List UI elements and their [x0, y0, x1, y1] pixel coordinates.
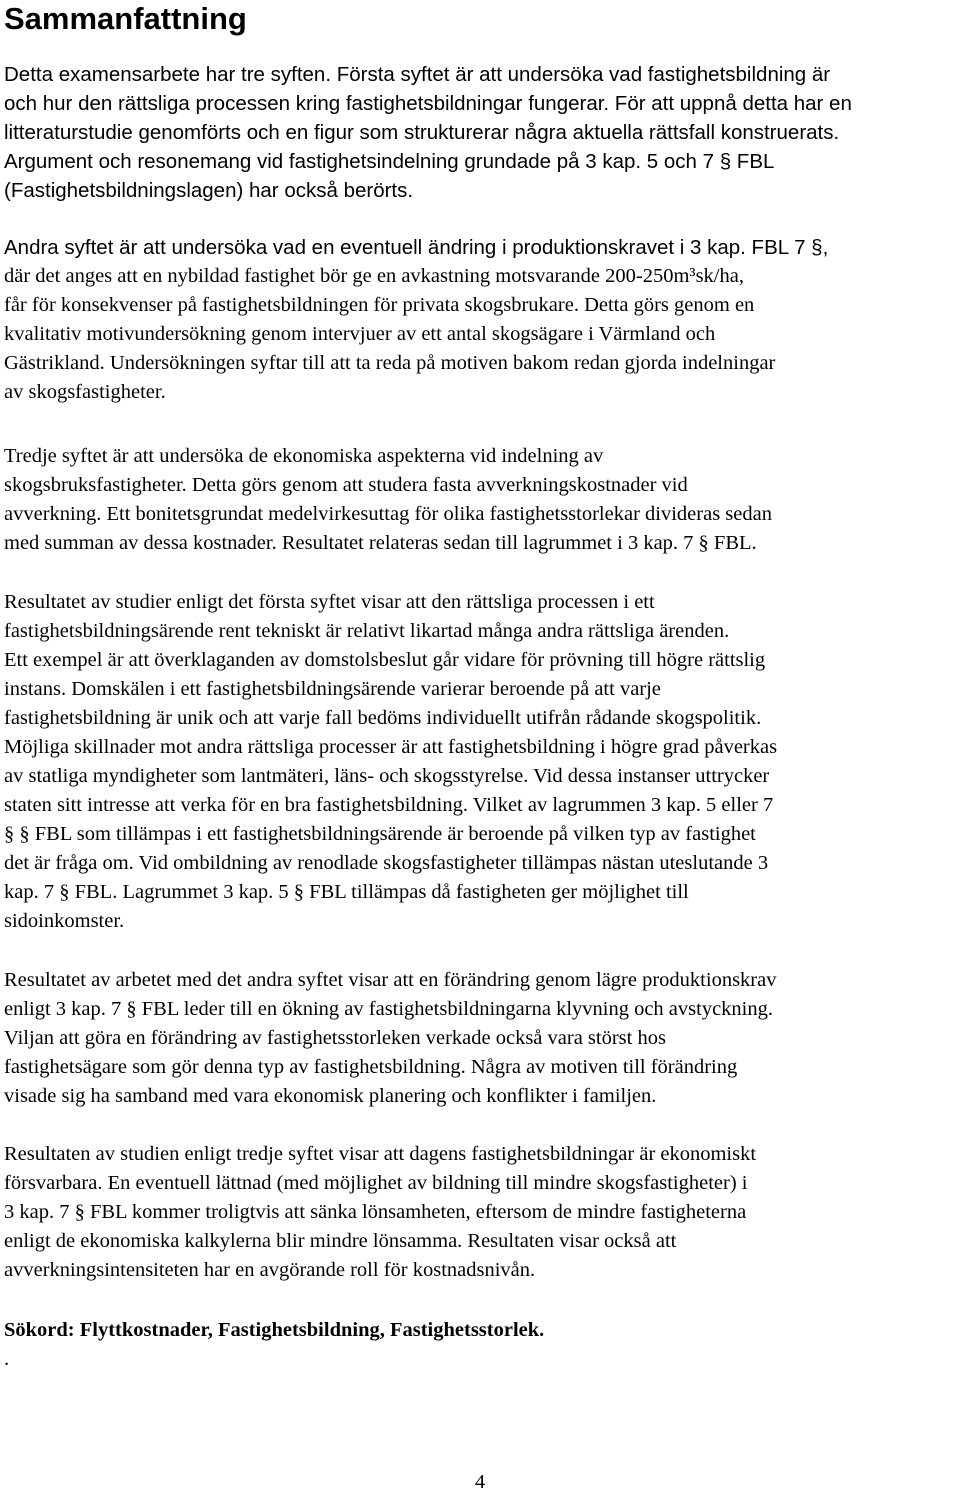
text-line: litteraturstudie genomförts och en figur som strukturerar några aktuella rättsfall konstruerats. — [4, 121, 840, 144]
text-line: Resultaten av studien enligt tredje syftet visar att dagens fastighetsbildningar är ekonomiskt — [4, 1143, 757, 1165]
text-line: kvalitativ motivundersökning genom intervjuer av ett antal skogsägare i Värmland och — [4, 323, 716, 345]
text-line: (Fastighetsbildningslagen) har också berörts. — [4, 179, 414, 202]
text-line: sidoinkomster. — [4, 910, 125, 932]
text-line: och hur den rättsliga processen kring fastighetsbildningar fungerar. För att uppnå detta har en — [4, 92, 852, 115]
text-line: det är fråga om. Vid ombildning av renodlade skogsfastigheter tillämpas nästan uteslutande 3 — [4, 852, 769, 874]
text-line: av statliga myndigheter som lantmäteri, läns- och skogsstyrelse. Vid dessa instanser uttrycker — [4, 765, 770, 787]
text-line: Argument och resonemang vid fastighetsindelning grundade på 3 kap. 5 och 7 § FBL — [4, 150, 775, 173]
text-line: Resultatet av studier enligt det första syftet visar att den rättsliga processen i ett — [4, 591, 655, 613]
text-line: § § FBL som tillämpas i ett fastighetsbildningsärende är beroende på vilken typ av fastighet — [4, 823, 756, 845]
text-line: Andra syftet är att undersöka vad en eventuell ändring i produktionskravet i 3 kap. FBL 7 §, — [4, 236, 829, 259]
paragraph-third-results — [4, 1140, 958, 1285]
text-line: Tredje syftet är att undersöka de ekonomiska aspekterna vid indelning av — [4, 445, 604, 467]
text-line: enligt 3 kap. 7 § FBL leder till en ökning av fastighetsbildningarna klyvning och avstyckning. — [4, 998, 774, 1020]
text-line: fastighetsbildningsärende rent tekniskt är relativt likartad många andra rättsliga ärenden. — [4, 620, 730, 642]
text-line: enligt de ekonomiska kalkylerna blir mindre lönsamma. Resultaten visar också att — [4, 1230, 677, 1252]
text-line: staten sitt intresse att verka för en bra fastighetsbildning. Vilket av lagrummen 3 kap. 5 eller 7 — [4, 794, 774, 816]
text-line: där det anges att en nybildad fastighet bör ge en avkastning motsvarande 200-250m³sk/ha, — [4, 265, 744, 287]
keywords-line: Sökord: Flyttkostnader, Fastighetsbildning, Fastighetsstorlek. — [4, 1319, 545, 1341]
paragraph-purposes-intro — [4, 60, 958, 205]
text-line: fastighetsbildning är unik och att varje fall bedöms individuellt utifrån rådande skogspolitik. — [4, 707, 762, 729]
text-line: instans. Domskälen i ett fastighetsbildningsärende varierar beroende på att varje — [4, 678, 661, 700]
text-line: Gästrikland. Undersökningen syftar till att ta reda på motiven bakom redan gjorda indelningar — [4, 352, 776, 374]
text-line: kap. 7 § FBL. Lagrummet 3 kap. 5 § FBL tillämpas då fastigheten ger möjlighet till — [4, 881, 689, 903]
text-line: Resultatet av arbetet med det andra syftet visar att en förändring genom lägre produktionskrav — [4, 969, 777, 991]
paragraph-third-purpose — [4, 442, 958, 558]
text-line: avverkningsintensiteten har en avgörande roll för kostnadsnivån. — [4, 1259, 536, 1281]
text-line: visade sig ha samband med vara ekonomisk planering och konflikter i familjen. — [4, 1085, 657, 1107]
text-line: försvarbara. En eventuell lättnad (med möjlighet av bildning till mindre skogsfastigheter) i — [4, 1172, 748, 1194]
text-line: Möjliga skillnader mot andra rättsliga processer är att fastighetsbildning i högre grad påverkas — [4, 736, 778, 758]
text-line: Ett exempel är att överklaganden av domstolsbeslut går vidare för prövning till högre rättslig — [4, 649, 766, 671]
text-line: Viljan att göra en förändring av fastighetsstorleken verkade också vara störst hos — [4, 1027, 666, 1049]
page-number: 4 — [474, 1471, 486, 1493]
paragraph-first-results — [4, 588, 958, 936]
text-line: av skogsfastigheter. — [4, 381, 166, 403]
text-line: Detta examensarbete har tre syften. Första syftet är att undersöka vad fastighetsbildning är — [4, 63, 831, 86]
paragraph-second-results — [4, 966, 958, 1111]
trailing-dot: . — [4, 1348, 10, 1370]
text-line: får för konsekvenser på fastighetsbildningen för privata skogsbrukare. Detta görs genom en — [4, 294, 755, 316]
text-line: med summan av dessa kostnader. Resultatet relateras sedan till lagrummet i 3 kap. 7 § FBL. — [4, 532, 757, 554]
text-line: 3 kap. 7 § FBL kommer troligtvis att sänka lönsamheten, eftersom de mindre fastigheterna — [4, 1201, 747, 1223]
paragraph-second-purpose — [4, 233, 958, 407]
page-title: Sammanfattning — [4, 1, 247, 36]
text-line: avverkning. Ett bonitetsgrundat medelvirkesuttag för olika fastighetsstorlekar divideras sedan — [4, 503, 772, 525]
text-line: fastighetsägare som gör denna typ av fastighetsbildning. Några av motiven till förändring — [4, 1056, 738, 1078]
text-line: skogsbruksfastigheter. Detta görs genom att studera fasta avverkningskostnader vid — [4, 474, 688, 496]
